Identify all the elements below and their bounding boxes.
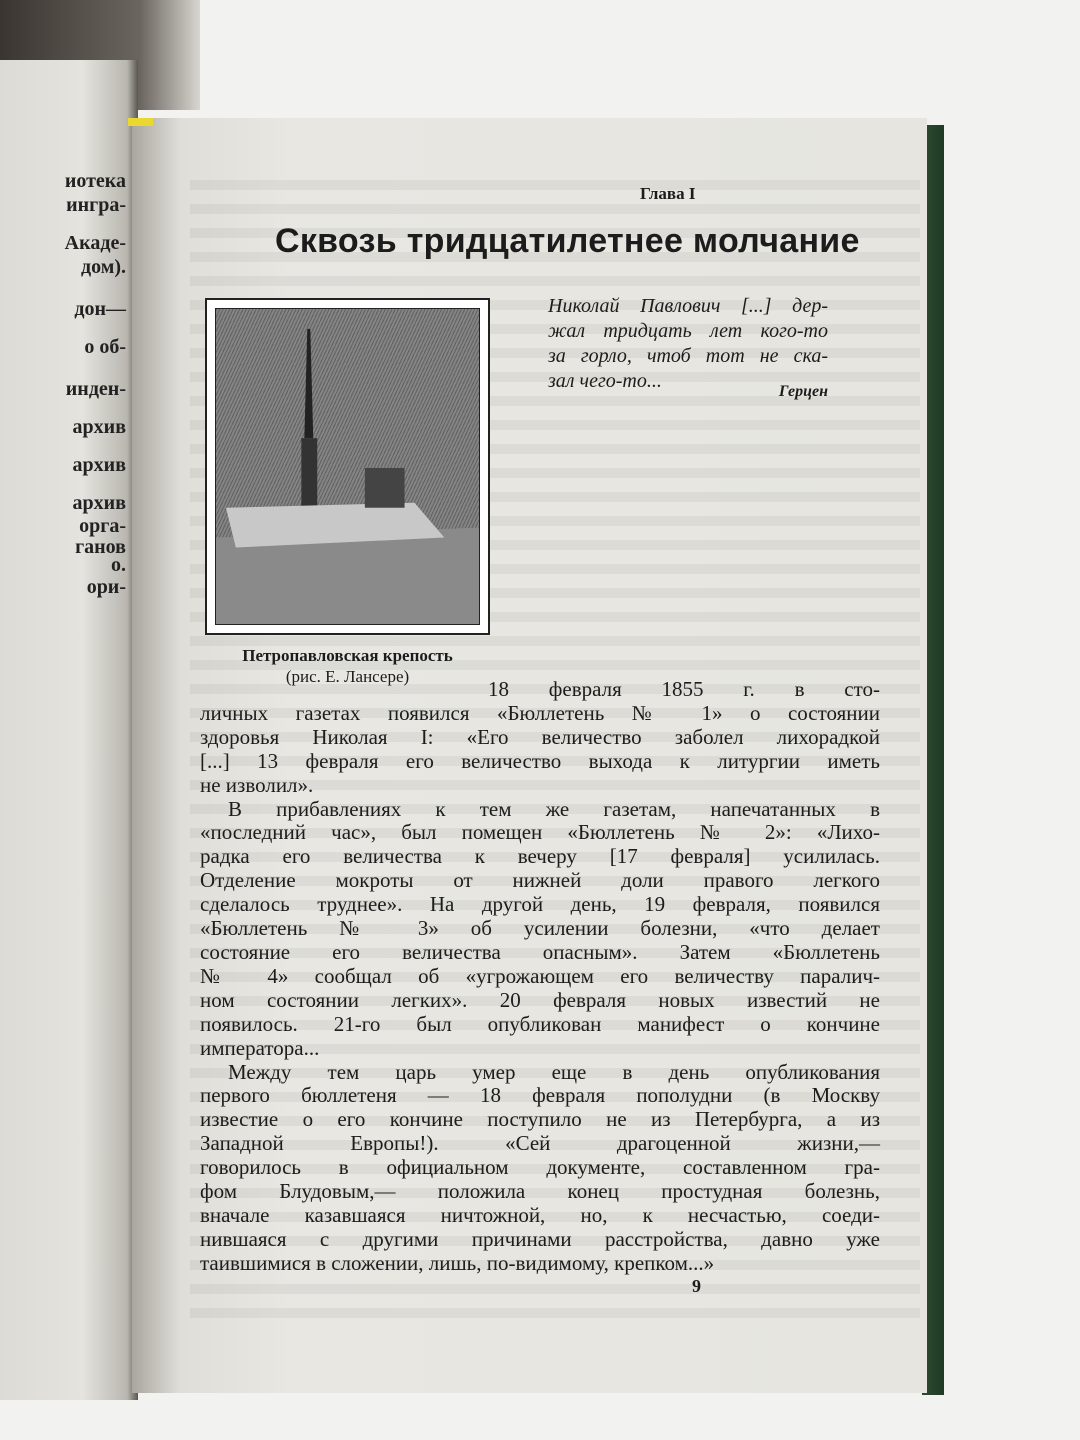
chapter-title: Сквозь тридцатилетнее молчание <box>275 222 860 260</box>
text-line: фом Блудовым,— положила конец простудная болезнь, <box>200 1179 880 1204</box>
text-line: 18 февраля 1855 г. в сто- <box>488 677 880 701</box>
left-fragment: иотека <box>64 170 126 192</box>
left-fragment: Акаде- <box>64 232 126 254</box>
text-line: Между тем царь умер еще в день опубликования <box>228 1059 880 1084</box>
text-line: таившимися в сложении, лишь, по-видимому, крепком...» <box>200 1250 715 1275</box>
left-fragment: ингра- <box>66 194 126 216</box>
left-fragment: архив <box>72 492 126 514</box>
bookmark-ribbon <box>128 118 153 126</box>
illustration-frame <box>205 298 490 635</box>
text-line: сделалось труднее». На другой день, 19 февраля, появился <box>200 892 880 917</box>
text-line: состояние его величества опасным». Затем «Бюллетень <box>200 939 880 964</box>
text-line: императора... <box>200 1035 320 1060</box>
left-fragment: дон— <box>74 298 126 320</box>
left-fragment: дом). <box>80 256 126 278</box>
left-page <box>0 60 138 1400</box>
epigraph-line: зал чего-то... <box>548 370 662 392</box>
text-line: не изволил». <box>200 772 314 797</box>
epigraph <box>548 294 828 394</box>
epigraph-line: за горло, чтоб тот не ска- <box>548 345 828 367</box>
text-line: личных газетах появился «Бюллетень № 1» о состоянии <box>200 700 880 725</box>
text-line: «Бюллетень № 3» об усилении болезни, «что делает <box>200 916 880 941</box>
text-line: «последний час», был помещен «Бюллетень № 2»: «Лихо- <box>200 820 880 845</box>
text-line: радка его величества к вечеру [17 февраля] усилилась. <box>200 844 880 869</box>
text-line: № 4» сообщал об «угрожающем его величеству паралич- <box>200 963 880 988</box>
left-fragment: архив <box>72 454 126 476</box>
text-line: первого бюллетеня — 18 февраля пополудни (в Москву <box>200 1083 880 1108</box>
page-number: 9 <box>692 1276 701 1296</box>
text-line: В прибавлениях к тем же газетам, напечатанных в <box>228 796 880 821</box>
text-line: [...] 13 февраля его величество выхода к литургии иметь <box>200 748 880 773</box>
left-fragment: о об- <box>84 336 126 358</box>
text-line: нившаяся с другими причинами расстройства, давно уже <box>200 1226 880 1251</box>
figure-caption-credit: (рис. Е. Лансере) <box>285 667 410 686</box>
epigraph-author: Герцен <box>778 383 828 400</box>
epigraph-line: жал тридцать лет кого-то <box>548 320 828 342</box>
text-line: известие о его кончине поступило не из Петербурга, а из <box>200 1107 880 1132</box>
epigraph-line: Николай Павлович [...] дер- <box>548 295 828 317</box>
left-fragment: о. <box>111 554 126 576</box>
text-line: здоровья Николая I: «Его величество заболел лихорадкой <box>200 724 880 749</box>
text-line: ном состоянии легких». 20 февраля новых известий не <box>200 987 880 1012</box>
left-fragment: орга- <box>79 515 126 537</box>
left-fragment: архив <box>72 416 126 438</box>
left-fragment: инден- <box>65 378 126 400</box>
left-fragment: ори- <box>86 576 126 598</box>
text-line: вначале казавшаяся ничтожной, но, к несчастью, соеди- <box>200 1202 880 1227</box>
left-fragment: ганов <box>75 536 126 558</box>
chapter-label: Глава I <box>640 184 696 203</box>
text-line: Отделение мокроты от нижней доли правого легкого <box>200 868 880 893</box>
text-line: Западной Европы!). «Сей драгоценной жизни,— <box>200 1131 880 1156</box>
body-text <box>200 678 880 1276</box>
text-line: говорилось в официальном документе, составленном гра- <box>200 1155 880 1180</box>
fortress-illustration <box>215 308 480 625</box>
text-line: появилось. 21-го был опубликован манифест о кончине <box>200 1011 880 1036</box>
figure-caption-title: Петропавловская крепость <box>242 646 453 665</box>
